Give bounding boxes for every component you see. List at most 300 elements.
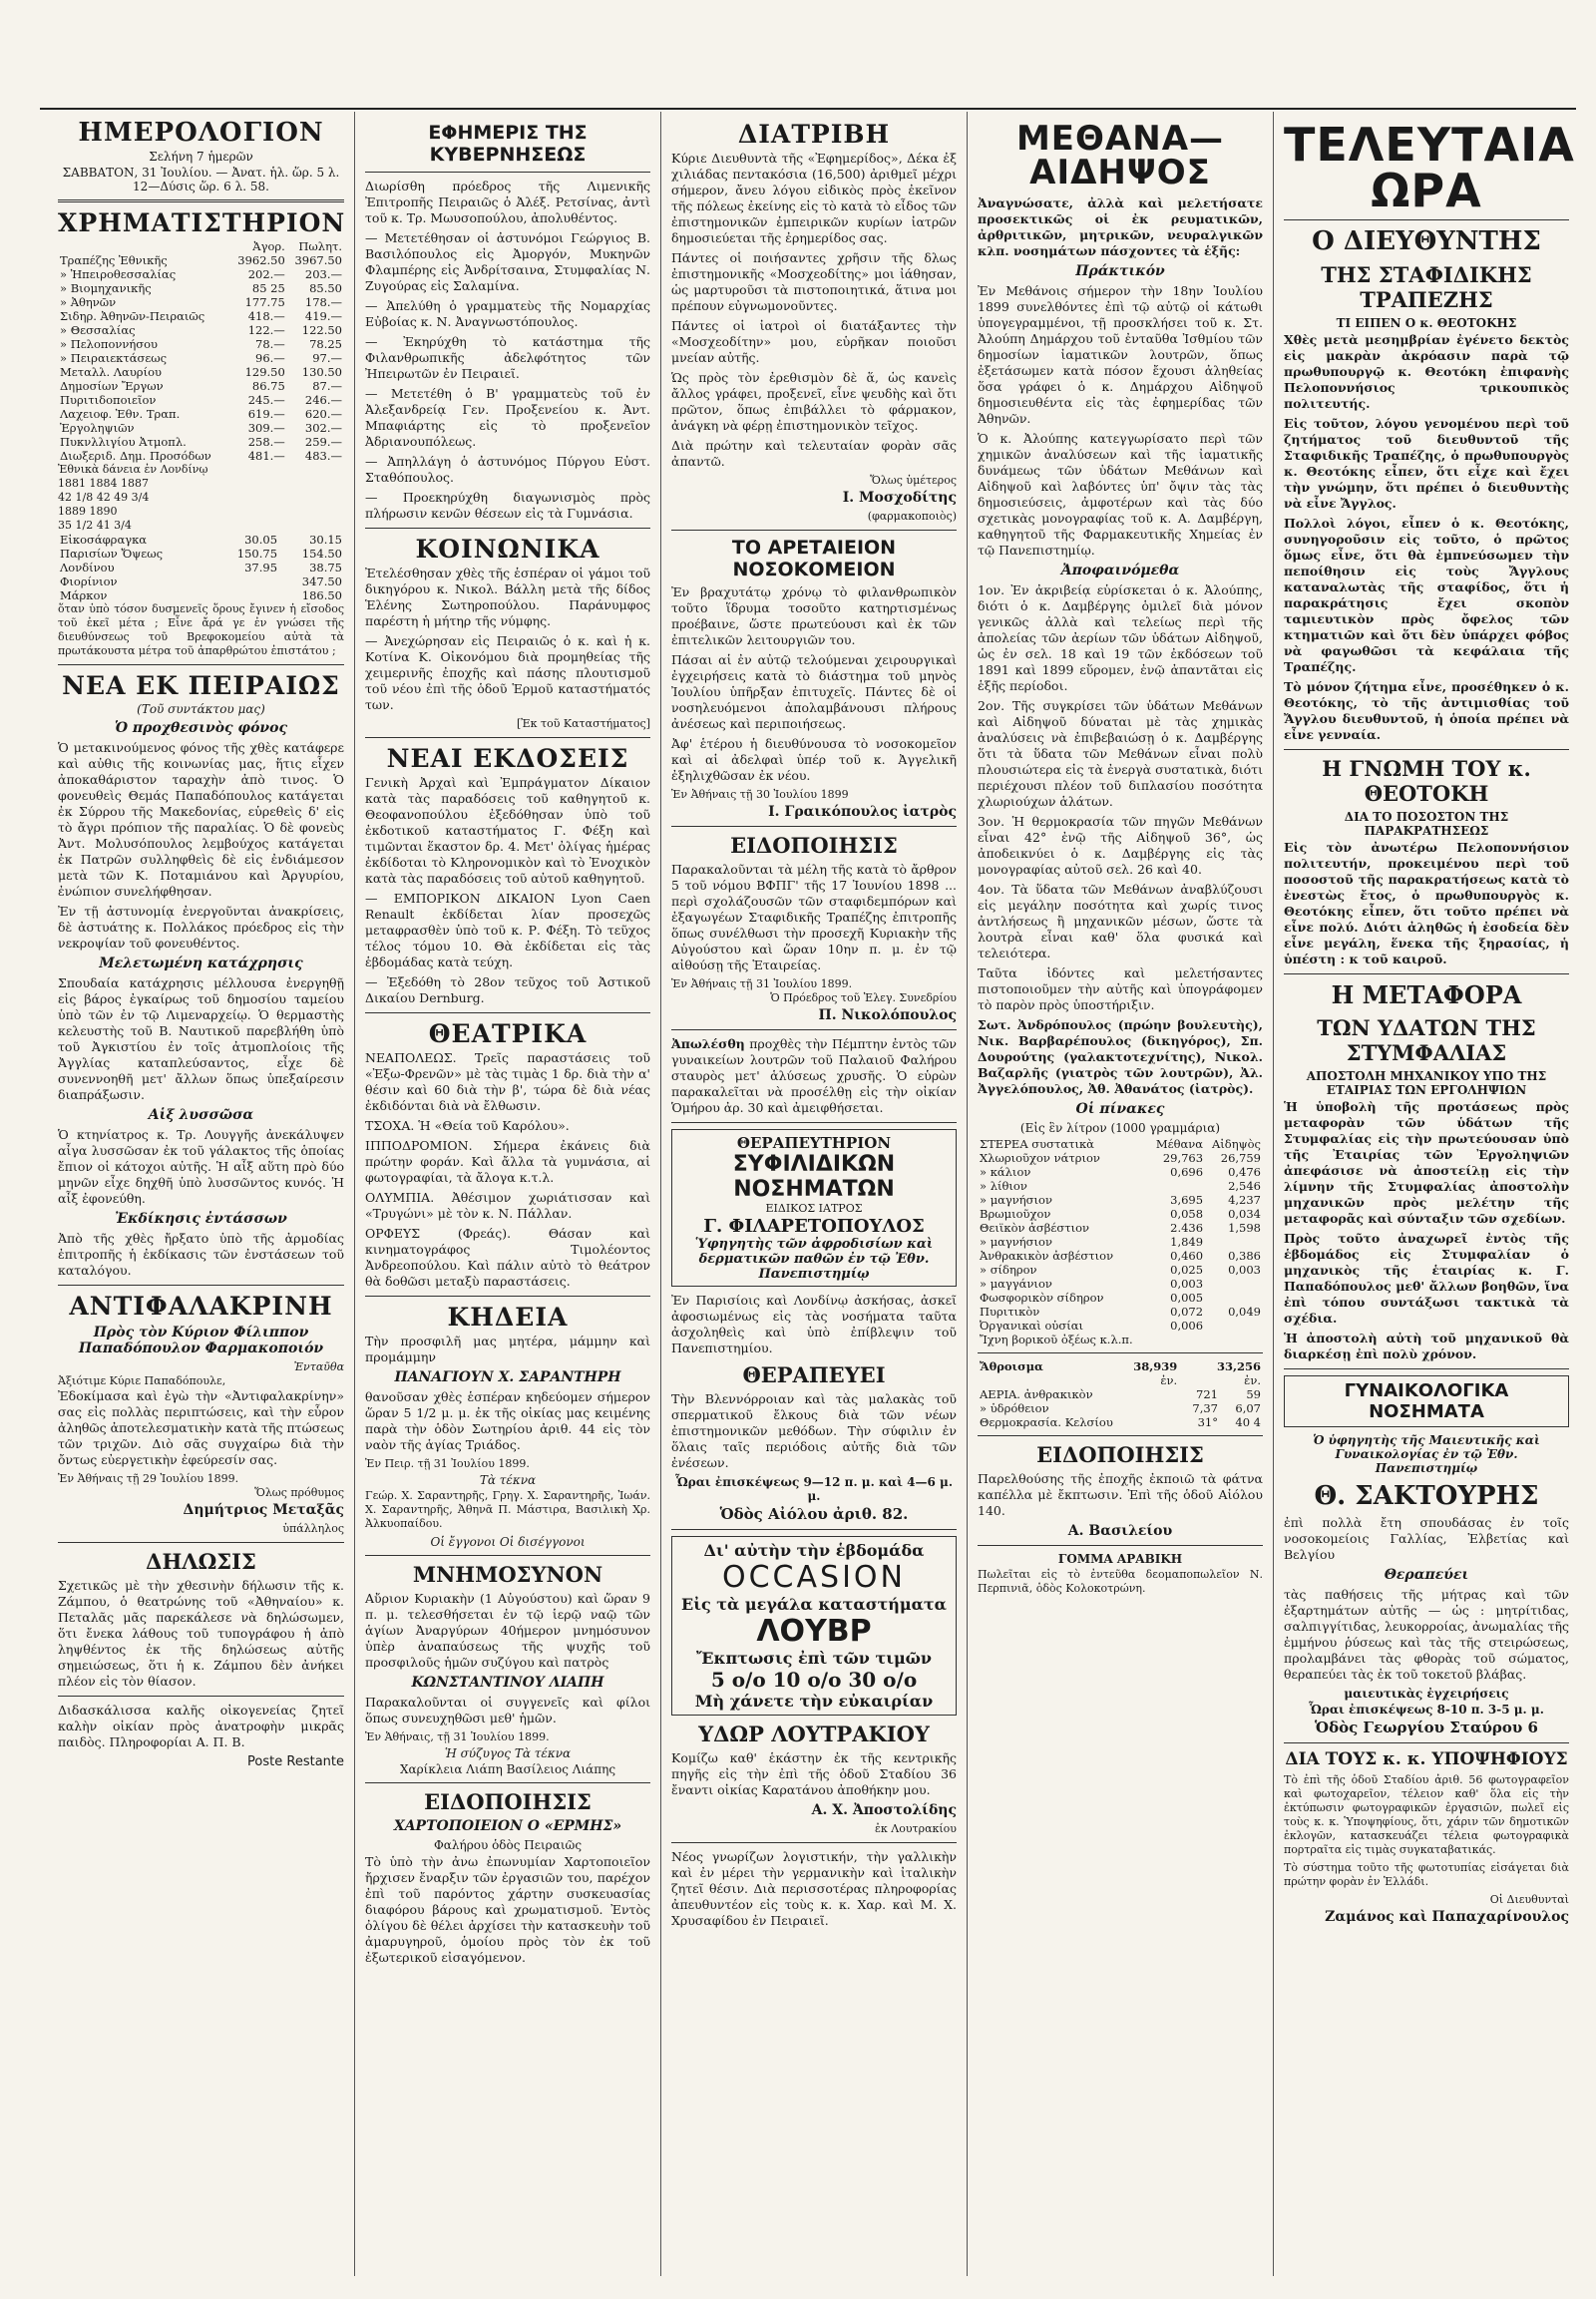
mineral-row-value: 0,386 <box>1228 1249 1261 1263</box>
mineral-row-value <box>1149 1179 1205 1193</box>
mineral-row-value <box>1205 1319 1263 1333</box>
gazette-item: — Προεκηρύχθη διαγωνισμὸς πρὸς πλήρωσιν κενῶν θέσεων εἰς τὰ Γυμνάσια. <box>365 490 650 521</box>
notice-president: Ὁ Πρόεδρος τοῦ Ἐλεγ. Συνεδρίου <box>770 991 957 1004</box>
finding-item: 2ον. Τῆς συγκρίσει τῶν ὑδάτων Μεθάνων καὶ Αἰδηψοῦ δύναται μὲ τὰς χημικὰς ἀναλύσεις νὰ ἐπιβεβαιώσῃ ὁ κ. Δαμβέργης ὅτι τὰ ὕδατα τῶν Μεθάνων εἶναι πολὺ πλουσιώτερα εἰς τὰ ἐνεργὰ συστατικὰ, διότι περιέχουσι πλέον τοῦ διπλασίου ποσότητα χλωριούχων ἁλάτων. <box>978 698 1263 809</box>
lead-text-3: Πολλοὶ λόγοι, εἶπεν ὁ κ. Θεοτόκης, συνηγοροῦσιν εἰς τοῦτο, ὁ πρῶτος ὅμως εἶνε, ὅτι θὰ ἐμπνεύσωμεν τὴν πεποίθησιν εἰς τοὺς Ἄγγλους καταναλωτὰς τῆς σταφίδος, ὅτι ἡ παρακράτησις ἔχει σκοπὸν ταμιευτικὸν πρὸς ὄφελος τῶν κτηματιῶν καὶ ὅτι δὲν ὑπάρχει φόβος νὰ φαγωθῶσι τὰ κεφάλαια τῆς Τραπέζης. <box>1284 516 1569 674</box>
exchange-row <box>58 449 344 463</box>
last-hour-banner: ΤΕΛΕΥΤΑΙΑ ΩΡΑ <box>1284 118 1575 217</box>
embezzlement-text: Σπουδαία κατάχρησις μέλλουσα ἐνεργηθῇ εἰς βάρος ἐγκαίρως τοῦ δημοσίου ταμείου ὑπὸ τῶν ἐν τῷ Λιμεναρχείῳ. Ὁ θερμαστὴς κελευστὴς τοῦ Β. Ναυτικοῦ παρεβλήθη ὑπὸ τοῦ Ἀγκιστίου ἐν τοῖς ἀτμοπλοίοις τῆς Ἀγγλίας καταπλεύσαντος, εἶχε δὲ συνεννοηθῆ μετ' ἄλλων ὅπως ὑπεξαίρεσιν διαπράξωσιν. <box>58 975 344 1102</box>
fx-row-value: 347.50 <box>301 575 342 588</box>
finding-item: 3ον. Ἡ θερμοκρασία τῶν πηγῶν Μεθάνων εἶναι 42° ἐνῷ τῆς Αἰδηψοῦ 36°, ὡς ἀποδεικνύει ὁ κ. Δαμβέργης εἰς τὰς μονογραφίας αὐτοῦ σελ. 26 καὶ 40. <box>978 814 1263 877</box>
exchange-row-label: Σιδηρ. Ἀθηνῶν-Πειραιῶς <box>60 309 205 323</box>
notice-title: ΕΙΔΟΠΟΙΗΣΙΣ <box>730 833 898 858</box>
exchange-row-value: 418.— <box>247 309 285 323</box>
theatre-text: ΝΕΑΠΟΛΕΩΣ. Τρεῖς παραστάσεις τοῦ «Ἐξω-Φρενῶν» μὲ τὰς τιμὰς 1 δρ. διὰ τὴν α' θέσιν καὶ 60 διὰ τὴν β', τώρα δὲ διὰ νέας ἐκδιδόνται διὰ νὰ ἔλθωσιν. <box>365 1050 650 1113</box>
mineral-row-value: 3,695 <box>1170 1193 1204 1207</box>
embezzlement-heading: Μελετωμένη κατάχρησις <box>99 956 303 971</box>
tables-title: Οἱ πίνακες <box>1075 1101 1165 1117</box>
gas-row-value: 6,07 <box>1235 1401 1261 1415</box>
mineral-table <box>978 1137 1263 1346</box>
books-text-2: — ΕΜΠΟΡΙΚΟΝ ΔΙΚΑΙΟΝ Lyon Caen Renault ἐκδίδεται λίαν προσεχῶς μεταφρασθὲν ὑπὸ τοῦ κ. Ρ. Φέξη. Τὸ τεῦχος τέλος τόμου 10. Θὰ ἐκδίδεται εἰς τὰς ἑβδομάδας κατὰ τεύχη. <box>365 891 650 969</box>
fx-row-label: Φιορίνιον <box>60 575 118 588</box>
mineral-row <box>978 1291 1263 1305</box>
funeral-text: Τὴν προσφιλῆ μας μητέρα, μάμμην καὶ προμάμμην <box>365 1334 650 1364</box>
occasion-discount: Ἔκπτωσις ἐπὶ τῶν τιμῶν <box>695 1649 933 1668</box>
exchange-row-value: 203.— <box>304 267 342 281</box>
murder-heading: Ὁ προχθεσινὸς φόνος <box>114 720 288 736</box>
transfer-text: Ἡ ὑποβολὴ τῆς προτάσεως πρὸς μεταφορὰν τῶν ὑδάτων τῆς Στυμφαλίας εἰς τὴν πρωτεύουσαν ὑπὸ τῆς Ἐταιρίας τῶν Ἐργοληψιῶν ἀπεφάσισε νὰ ἀποστείλῃ εἰς τὴν λίμνην τῆς Στυμφαλίας ἀποστολὴν μηχανικῶν πρὸς μελέτην τῆς μεταφορᾶς καὶ σύνταξιν τῶν σχεδίων. <box>1284 1099 1569 1226</box>
gas-row-value: 7,37 <box>1192 1401 1218 1415</box>
gazette-item: — Μετετέθησαν οἱ ἀστυνόμοι Γεώργιος Β. Βασιλόπουλος εἰς Ἀμοργόν, Μυκηνῶν Φλαμπέρης εἰς Ἀνδρίτσαινα, Στυμφαλίας Ν. Ζυγούρας εἰς Σαλαμίνα. <box>365 230 650 293</box>
gazette-text: Διωρίσθη πρόεδρος τῆς Λιμενικῆς Ἐπιτροπῆς Πειραιῶς ὁ Ἀλέξ. Ρετσίνας, ἀντὶ τοῦ κ. Τρ. Μωυσοπούλου, ἀπολυθέντος. <box>365 179 650 225</box>
mineral-row-value: 4,237 <box>1228 1193 1261 1207</box>
fx-table <box>58 533 344 602</box>
memorial-family: Ἡ σύζυγος Τὰ τέκνα <box>444 1746 572 1760</box>
mineral-row <box>978 1207 1263 1221</box>
exchange-row-label: Τραπέζης Ἐθνικῆς <box>60 253 168 267</box>
exchange-row-value: 3967.50 <box>294 253 342 267</box>
mineral-row-label: Φωσφορικὸν σίδηρον <box>980 1291 1104 1305</box>
occasion-title: OCCASION <box>722 1560 906 1595</box>
mineral-row-value: 0,476 <box>1228 1165 1261 1179</box>
findings-title: Ἀποφαινόμεθα <box>1060 563 1180 578</box>
exchange-row <box>58 393 344 407</box>
mineral-row-label: » μαγνήσιον <box>980 1193 1052 1207</box>
candidates-title: ΔΙΑ ΤΟΥΣ κ. κ. ΥΠΟΨΗΦΙΟΥΣ <box>1285 1749 1568 1769</box>
transfer-title-2: ΤΩΝ ΥΔΑΤΩΝ ΤΗΣ ΣΤΥΜΦΑΛΙΑΣ <box>1317 1015 1536 1065</box>
divider <box>365 172 650 173</box>
divider <box>365 1555 650 1556</box>
exchange-row-value: 483.— <box>304 449 342 463</box>
gas-row-label: Θερμοκρασία. Κελσίου <box>980 1415 1113 1429</box>
gyn-address: Ὁδὸς Γεωργίου Σταύρου 6 <box>1315 1719 1538 1736</box>
rabies-heading: Αἱξ λυσσῶσα <box>148 1107 254 1123</box>
exchange-row-label: Διωξεριδ. Δημ. Προσόδων <box>60 449 211 463</box>
exchange-row-label: Δημοσίων Ἔργων <box>60 379 164 393</box>
divider <box>671 530 957 531</box>
mineral-row-value <box>1205 1291 1263 1305</box>
divider <box>58 664 344 665</box>
mineral-row-value: 26,759 <box>1220 1151 1261 1165</box>
social-title: ΚΟΙΝΩΝΙΚΑ <box>415 535 600 564</box>
almanac-title: ΗΜΕΡΟΛΟΓΙΟΝ <box>78 118 324 148</box>
mineral-row-label: Χλωριοῦχον νάτριον <box>980 1151 1100 1165</box>
funeral-relatives: Οἱ ἔγγονοι Οἱ δισέγγονοι <box>430 1535 586 1549</box>
divider <box>1284 1742 1569 1743</box>
objections-text: Ἀπὸ τῆς χθὲς ἤρξατο ὑπὸ τῆς ἀρμοδίας ἐπιτροπῆς ἡ ἐκδίκασις τῶν ἐνστάσεων τοῦ καταλόγου. <box>58 1231 344 1278</box>
mineral-row <box>978 1333 1263 1346</box>
exchange-row-label: Μεταλλ. Λαυρίου <box>60 365 162 379</box>
exchange-row-label: Πυκνλλιγίου Ἀτμοπλ. <box>60 435 187 449</box>
theatre-item: ΟΡΦΕΥΣ (Φρεάς). Θάσαν καὶ κινηματογράφος Τιμολέοντος Ἀνδρεοπούλου. Καὶ πάλιν αὐτὸ τὸ θεάτρον θὰ δοθῶσι μεταξὺ παραστάσεις. <box>365 1226 650 1289</box>
divider <box>365 1296 650 1297</box>
divider <box>671 826 957 827</box>
aretaieion-date: Ἐν Ἀθήναις τῇ 30 Ἰουλίου 1899 <box>671 788 849 801</box>
gazette-item: — Μετετέθη ὁ Β' γραμματεὺς τοῦ ἐν Ἀλεξανδρείᾳ Γεν. Προξενείου κ. Ἀντ. Μπαφιάρτης εἰς τὸ προξενεῖον Ἀδριανουπόλεως. <box>365 386 650 449</box>
mineral-row-value: 0,058 <box>1170 1207 1204 1221</box>
transfer-title: Η ΜΕΤΑΦΟΡΑ <box>1331 980 1522 1009</box>
funeral-name: ΠΑΝΑΓΙΟΥΝ Χ. ΣΑΡΑΝΤΗΡΗ <box>394 1369 621 1385</box>
divider <box>671 1842 957 1843</box>
exchange-row-value: 245.— <box>247 393 285 407</box>
lead-text: Χθὲς μετὰ μεσημβρίαν ἐγένετο δεκτὸς εἰς μακρὰν ἀκρόασιν παρὰ τῷ πρωθυπουργῷ κ. Θεοτόκη ἐπιφανὴς Πελοποννήσιος τρικουπικὸς πολιτευτής. <box>1284 332 1569 411</box>
mineral-row-value: 2.436 <box>1170 1221 1204 1235</box>
diatribi-text-3: Πάντες οἱ ἰατροὶ οἱ διατάξαντες τὴν «Μοσχεοδίτην» μου, εὑρῆκαν ποιοῦσι μνείαν αὐτῆς. <box>671 318 957 365</box>
divider <box>58 1542 344 1543</box>
exchange-row-value: 87.— <box>312 379 342 393</box>
mineral-header: ΣΤΕΡΕΑ συστατικὰ <box>980 1137 1094 1151</box>
declaration-title: ΔΗΛΩΣΙΣ <box>146 1549 256 1574</box>
teacher-ad: Διδασκάλισσα καλῆς οἰκογενείας ζητεῖ καλὴν οἰκίαν πρὸς ἀνατροφὴν μικρᾶς παιδὸς. Πληροφορίαι Α. Π. Β. <box>58 1703 344 1749</box>
mineral-row-value <box>1205 1333 1263 1346</box>
mineral-row-value <box>1205 1235 1263 1249</box>
funeral-children: Γεώρ. Χ. Σαραντηρῆς, Γρηγ. Χ. Σαραντηρῆς, Ἰωάν. Χ. Σαραντηρῆς, Ἀθηνᾶ Π. Μάστιρα, Βασιλικὴ Χρ. Ἀλκυοπαίδου. <box>365 1489 650 1530</box>
mineral-row-label: » μαγνήσιον <box>980 1235 1052 1249</box>
aretaieion-title: ΤΟ ΑΡΕΤΑΙΕΙΟΝ ΝΟΣΟΚΟΜΕΙΟΝ <box>731 537 897 580</box>
divider <box>58 199 344 202</box>
exchange-row-value: 177.75 <box>244 295 285 309</box>
piraeus-subtitle: (Τοῦ συντάκτου μας) <box>137 702 265 716</box>
gyn-hours: Ὧραι ἐπισκέψεως 8-10 π. 3-5 μ. μ. <box>1309 1703 1544 1717</box>
mineral-row <box>978 1319 1263 1333</box>
exchange-row-label: » Πειραιεκτάσεως <box>60 351 168 365</box>
exchange-row <box>58 407 344 421</box>
mineral-row <box>978 1151 1263 1165</box>
mineral-row <box>978 1263 1263 1277</box>
exchange-row-value: 85.50 <box>309 281 342 295</box>
antifa-regards: Ὅλως πρόθυμος <box>254 1486 344 1499</box>
tables-subtitle: (Εἰς ἓν λίτρον (1000 γραμμάρια) <box>1019 1121 1221 1135</box>
divider <box>978 1545 1263 1546</box>
column-1 <box>48 112 354 2276</box>
exchange-row <box>58 421 344 435</box>
exchange-row <box>58 281 344 295</box>
therapy-text: Τὴν Βλεννόρροιαν καὶ τὰς μαλακὰς τοῦ σπερματικοῦ ἔλκους διὰ τῶν νέων ἐπιστημονικῶν μεθόδων. Τὴν σύφιλιν ἐν ὅλαις ταῖς περιόδοις αὐτῆς διὰ τῶν ἐνέσεων. <box>671 1391 957 1470</box>
divider <box>671 1122 957 1123</box>
almanac-moon: Σελήνη 7 ἡμερῶν <box>149 150 253 164</box>
mineral-row <box>978 1235 1263 1249</box>
candidates-text: Τὸ ἐπὶ τῆς ὁδοῦ Σταδίου ἀριθ. 56 φωτογραφεῖον καὶ φωτοχαρεῖον, τέλειον καθ' ὅλα εἰς τὴν ἐκτύπωσιν φωτογραφικῶν ἐργασιῶν, πωλεῖ εἰς τοὺς κ. κ. Ὑποψηφίους, ὅτι, χάριν τῶν δημοτικῶν ἐκλογῶν, κατασκευάζει τέλεια φωτογραφικὰ πορτραῖτα εἰς τιμὰς συγκαταβατικάς. <box>1284 1773 1569 1856</box>
clinic-desc: Ὑφηγητὴς τῶν ἀφροδισίων καὶ δερματικῶν παθῶν ἐν τῷ Ἐθν. Πανεπιστημίῳ <box>694 1237 934 1282</box>
gas-header <box>978 1373 1095 1387</box>
notice-date: Ἐν Ἀθήναις τῇ 31 Ἰουλίου 1899. <box>671 977 853 990</box>
social-source: [Ἐκ τοῦ Καταστήματος] <box>516 717 650 730</box>
exchange-row-value: 620.— <box>304 407 342 421</box>
clinic-sub: ΕΙΔΙΚΟΣ ΙΑΤΡΟΣ <box>765 1202 863 1215</box>
clinic-title: ΣΥΦΙΛΙΔΙΚΩΝ ΝΟΣΗΜΑΤΩΝ <box>732 1152 896 1202</box>
finding-item: 1ον. Ἐν ἀκριβείᾳ εὑρίσκεται ὁ κ. Ἀλούπης, διότι ὁ κ. Δαμβέργης ὁμιλεῖ διὰ μόνον γενικῶς ἀλλὰ καὶ τελείως περὶ τῆς ἀπολείας τῶν ἀερίων τῶν ὑδάτων Αἰδηψοῦ, ὡς ἐν σελ. 18 καὶ 19 τῶν ἐκδόσεων τοῦ 1891 καὶ 1899 εὕρομεν, ἐνῷ ἀπαντᾶται εἰς ἑξῆς περίοδοι. <box>978 582 1263 693</box>
fx-row <box>58 547 344 561</box>
fx-row-label: Λονδίνου <box>60 561 115 575</box>
exchange-row <box>58 295 344 309</box>
mineral-row-value: 0,006 <box>1170 1319 1204 1333</box>
gyn-therapy-heading: Θεραπεύει <box>1384 1567 1469 1583</box>
exchange-header: Πωλητ. <box>298 239 342 253</box>
lead-text-4: Τὸ μόνον ζήτημα εἶνε, προσέθηκεν ὁ κ. Θεοτόκης, τὸ τῆς ἀντιμισθίας τοῦ Ἄγγλου διευθυντοῦ, ἡ ὁποία πρέπει νὰ εἶνε γενναία. <box>1284 679 1569 742</box>
divider <box>671 1529 957 1530</box>
exchange-row <box>58 309 344 323</box>
exchange-row-label: » Ἀθηνῶν <box>60 295 117 309</box>
exchange-row-value: 3962.50 <box>237 253 285 267</box>
job-ad: Νέος γνωρίζων λογιστικήν, τὴν γαλλικὴν καὶ ἐν μέρει τὴν γερμανικὴν καὶ ἰταλικὴν ζητεῖ θέσιν. Διὰ περισσοτέρας πληροφορίας ἀπευθυντέον εἰς τοὺς κ. κ. Χαρ. καὶ Μ. Χ. Χρυσαφίδου ἐν Πειραιεῖ. <box>671 1849 957 1928</box>
diatribi-title: ΔΙΑΤΡΙΒΗ <box>737 120 891 149</box>
aretaieion-signature: Ι. Γραικόπουλος ἰατρὸς <box>768 804 957 820</box>
books-text: Γενικὴ Ἀρχαὶ καὶ Ἐμπράγματον Δίκαιον κατὰ τὰς παραδόσεις τοῦ καθηγητοῦ κ. Θεοφανοπούλου ἐξεδόθησαν ὑπὸ τοῦ ἐκδοτικοῦ καταστήματος Γ. Φέξη καὶ τιμῶνται ἕκαστον δρ. 4. Μετ' ὀλίγας ἡμέρας ἐκδίδοται τὸ Κληρονομικὸν καὶ τὸ Ἐνοχικὸν κατὰ τὰς παραδόσεις τοῦ αὐτοῦ καθηγητοῦ. <box>365 775 650 886</box>
exchange-row-value: 258.— <box>247 435 285 449</box>
mineral-row-label: Ἴχνη βορικοῦ ὀξέως κ.λ.π. <box>980 1333 1133 1346</box>
gyn-doctor: Θ. ΣΑΚΤΟΥΡΗΣ <box>1314 1481 1539 1511</box>
lead-subtitle: ΤΙ ΕΙΠΕΝ Ο κ. ΘΕΟΤΟΚΗΣ <box>1336 316 1517 330</box>
mineral-row <box>978 1277 1263 1291</box>
sum-aidipsos: 33,256 <box>1216 1359 1261 1373</box>
column-3 <box>660 112 967 2276</box>
objections-heading: Ἐκδίκησις ἐντάσσων <box>115 1211 287 1227</box>
fx-row <box>58 533 344 547</box>
gas-row <box>978 1415 1263 1429</box>
mineral-row-value: 0,034 <box>1228 1207 1261 1221</box>
exchange-row-value: 302.— <box>304 421 342 435</box>
gazette-title: ΕΦΗΜΕΡΙΣ ΤΗΣ ΚΥΒΕΡΝΗΣΕΩΣ <box>428 122 588 166</box>
antifa-place: Ἐνταῦθα <box>293 1360 344 1373</box>
divider <box>365 1782 650 1783</box>
masthead-rule <box>40 108 1576 110</box>
memorial-names: Χαρίκλεια Λιάπη Βασίλειος Λιάπης <box>399 1762 616 1776</box>
murder-text: Ὁ μετακινούμενος φόνος τῆς χθὲς κατάφερε καὶ αὐθις τῆς κοινωνίας μας, ἥτις εἶχεν ἀποκαθάριστον ταραχὴν ἀπὸ τινος. Ὁ φονευθεὶς Θεμάς Παπαδόπουλος κατάγεται ἐκ Σύρρου τῆς Μακεδονίας, εὑρεθεὶς δ' εἰς τὸ ἄγρι πρόπιον τῆς παραλίας. Ὁ δὲ φονεὺς Ἀντ. Μολυσόπουλος λεμβούχος κατάγεται ἐκ Πατρῶν συλληφθεὶς δὲ εἰς ἐνδιάμεσον μετὰ τῶν Κ. Ποταμιάνου καὶ Ἀργυρίου, ἐνώπιον συνελήφθησαν. <box>58 740 344 899</box>
exchange-row-label: Ἐργοληψιῶν <box>60 421 135 435</box>
memorial-title: ΜΝΗΜΟΣΥΝΟΝ <box>412 1562 603 1587</box>
gyn-therapy-text: τὰς παθήσεις τῆς μήτρας καὶ τῶν ἐξαρτημάτων αὐτῆς — ὡς : μητρίτιδας, σαλπιγγίτιδας, λευκορροίας, ἀνωμαλίας τῆς ἐμμήνου ῥύσεως καὶ τὰς τῆς στειρώσεως, προλαμβάνει τὰς φθορὰς τοῦ σώματος, θεραπεύει τὰς ἐκ τοῦ τοκετοῦ βλάβας. <box>1284 1587 1569 1682</box>
fx-row <box>58 575 344 588</box>
gas-header: ἐν. <box>1244 1373 1261 1387</box>
exchange-note: ὅταν ὑπὸ τόσον δυσμενεῖς ὅρους ἔγινεν ἡ εἴσοδος τοῦ ἐκεῖ μέτα ; Εἶνε ἄρά γε ἐν γνώσει τῆς διευθύνσεως τοῦ Βρεφοκομείου αὐτὰ τὰ πρωτάκουστα μέτρα τοῦ ἀπαρθρώτου ἐπιστάτου ; <box>58 602 344 657</box>
books-title: ΝΕΑΙ ΕΚΔΟΣΕΙΣ <box>386 744 629 773</box>
gazette-item: — Ἀπελύθη ὁ γραμματεὺς τῆς Νομαρχίας Εὐβοίας κ. Ν. Ἀναγνωστόπουλος. <box>365 298 650 329</box>
declaration-text: Σχετικῶς μὲ τὴν χθεσινὴν δήλωσιν τῆς κ. Ζάμπου, ὁ θεατρώνης τοῦ «Ἀθηναίου» κ. Πεταλᾶς μᾶς παρεκάλεσε νὰ δηλώσωμεν, ὅτι ἔνεκα λάθους τοῦ τυπογράφου ἡ ἀπὸ ληψθέντος ἐκ τῆς δηλώσεως αὐτῆς σημειώσεως, ὅτι ἡ κ. Ζάμπου δὲν ἀνήκει πλέον εἰς τὸν θίασον. <box>58 1578 344 1689</box>
gyn-title: ΓΥΝΑΙΚΟΛΟΓΙΚΑ ΝΟΣΗΜΑΤΑ <box>1344 1380 1509 1422</box>
diatribi-text: Κύριε Διευθυντὰ τῆς «Ἐφημερίδος», Δέκα ἐξ χιλιάδας πεντακόσια (16,500) ἀριθμεῖ μέχρι σήμερον, ἄνευ λόγου εἰδικὸς πρὸς ἐκεῖνον τῆς πόλεως ἐκείνης εἰς τὸ κατὰ τὸ εἶδος τῶν ἐπιστημονικῶν ἐμπειρικῶν κυρίων ἰατρῶν δημοσιεύεται τῆς ἐρημερίδος σας. <box>671 151 957 245</box>
exchange-row <box>58 351 344 365</box>
mineral-header: Μέθανα <box>1155 1137 1204 1151</box>
column-2 <box>354 112 660 2276</box>
exchange-row-label: » Βιομηχανικῆς <box>60 281 152 295</box>
mineral-header: Αἰδηψὸς <box>1211 1137 1261 1151</box>
notice-text: Παρακαλοῦνται τὰ μέλη τῆς κατὰ τὸ ἄρθρον 5 τοῦ νόμου ΒΦΠΓ' τῆς 17 Ἰουνίου 1898 ... περὶ σχολάζουσῶν τῶν σταφιδεμπόρων καὶ ἐξαγωγέων Σταφιδικῆς Τραπέζης ἐπιτροπῆς ὅπως συνέλθωσι τὴν προσεχῆ Κυριακὴν τῆς Αὐγούστου καὶ ὥραν 10ην π. μ. ἐν τῷ αἰθούσῃ τῆς Ἑταιρείας. <box>671 862 957 972</box>
exchange-row-label: Πυριτιδοποιεῖον <box>60 393 157 407</box>
theatre-item: ΟΛΥΜΠΙΑ. Ἀθέσιμον χωριάτισσαν καὶ «Τρυγώνι» μὲ τὸν κ. Ν. Πάλλαν. <box>365 1190 650 1221</box>
gyn-ad <box>1284 1375 1569 1427</box>
gum-text: Πωλεῖται εἰς τὸ ἐντεῦθα δεομαποπωλεῖον Ν. Περπινιᾶ, ὁδὸς Κολοκοτρώνη. <box>978 1568 1263 1595</box>
fx-row-value: 186.50 <box>301 588 342 602</box>
exchange-row <box>58 267 344 281</box>
mineral-row-value <box>1205 1277 1263 1291</box>
sum-label: Ἄθροισμα <box>980 1359 1043 1373</box>
mineral-row-label: » μαγγάνιον <box>980 1277 1052 1291</box>
divider <box>58 1285 344 1286</box>
mineral-row-value: 29,763 <box>1162 1151 1204 1165</box>
divider <box>1284 749 1569 750</box>
almanac-date: ΣΑΒΒΑΤΟΝ, 31 Ἰουλίου. — Ἀνατ. ἡλ. ὥρ. 5 λ. 12—Δύσις ὥρ. 6 λ. 58. <box>62 166 340 193</box>
fx-row <box>58 588 344 602</box>
mineral-row <box>978 1193 1263 1207</box>
aretaieion-text-2: Πάσαι αἱ ἐν αὐτῷ τελούμεναι χειρουργικαὶ ἐγχειρήσεις κατὰ τὸ διάστημα τοῦ μηνὸς Ἰουλίου ὑπῆρξαν ἐπιτυχεῖς. Πάντες δὲ οἱ νοσηλευόμενοι ἀπολαμβάνουσι πλήρους ἀνέσεως καὶ περιποιήσεως. <box>671 652 957 731</box>
mineral-row <box>978 1221 1263 1235</box>
mineral-row-value: 0,049 <box>1228 1305 1261 1319</box>
theatre-title: ΘΕΑΤΡΙΚΑ <box>428 1019 588 1048</box>
exchange-row-value: 86.75 <box>251 379 285 393</box>
exchange-row <box>58 337 344 351</box>
divider <box>671 1029 957 1030</box>
gas-header: ἐν. <box>1160 1373 1178 1387</box>
clinic-text: Ἐν Παρισίοις καὶ Λονδίνῳ ἀσκήσας, ἀσκεῖ ἀφοσιωμένως εἰς τὰς νοσήματα ταῦτα ἀσχοληθεὶς καὶ ὑπὸ ἐπίβλεψιν τοῦ Πανεπιστημίου. <box>671 1293 957 1355</box>
methana-title: ΜΕΘΑΝΑ—ΑΙΔΗΨΟΣ <box>1015 119 1225 192</box>
mineral-row <box>978 1179 1263 1193</box>
paper-mill-title: ΧΑΡΤΟΠΟΙΕΙΟΝ Ο «ΕΡΜΗΣ» <box>393 1818 622 1834</box>
opinion-text: Εἰς τὸν ἀνωτέρω Πελοποννήσιον πολιτευτήν, προκειμένου περὶ τοῦ ποσοστοῦ τῆς παρακρατήσεως κατὰ τὸ ἐνεστὼς ἔτος, ὁ πρωθυπουργὸς κ. Θεοτόκης εἶπεν, ὅτι τοῦτο πρέπει νὰ εἶνε πολύ. Διότι ἀληθῶς ἡ ἐσοδεία δὲν εἶνε μεγάλη, ἕνεκα τῆς ξηρασίας, ἡ ὑπέστη : κ τοῦ καιροῦ. <box>1284 840 1569 966</box>
diatribi-regards: Ὅλως ὑμέτερος <box>870 474 957 487</box>
exchange-row-value: 97.— <box>312 351 342 365</box>
aretaieion-text-3: Ἀφ' ἑτέρου ἡ διευθύνουσα τὸ νοσοκομεῖον καὶ αἱ ἀδελφαὶ ὑπέρ τοῦ κ. Ἀγγελικῆ ἐξηλιχθῶσαν ἐκ νέου. <box>671 736 957 783</box>
exchange-row <box>58 379 344 393</box>
divider <box>978 1435 1263 1436</box>
gum-title: ΓΟΜΜΑ ΑΡΑΒΙΚΗ <box>1057 1552 1183 1566</box>
loans-values-1: 42 1/8 42 49 3/4 <box>58 491 150 504</box>
exchange-row-value: 619.— <box>247 407 285 421</box>
divider <box>1284 219 1569 220</box>
newspaper-page <box>48 112 1579 2276</box>
exchange-row-value: 309.— <box>247 421 285 435</box>
mineral-row-label: » σίδηρον <box>980 1263 1037 1277</box>
therapy-hours: Ὧραι ἐπισκέψεως 9—12 π. μ. καὶ 4—6 μ. μ. <box>675 1475 953 1503</box>
exchange-row-value: 122.50 <box>301 323 342 337</box>
mineral-row-label: Ὀργανικαὶ οὐσίαι <box>980 1319 1083 1333</box>
mineral-row <box>978 1165 1263 1179</box>
occasion-sub: Εἰς τὰ μεγάλα καταστήματα <box>681 1595 947 1614</box>
aretaieion-text: Ἐν βραχυτάτῳ χρόνῳ τὸ φιλανθρωπικὸν τοῦτο ἵδρυμα τοσοῦτο κατηρτισμένως προέβαινε, ὥστε πρωτεύουσι καὶ ἐκ τῶν ἐπιτελικῶν λειτουργιῶν του. <box>671 584 957 647</box>
mineral-row-value: 0,696 <box>1170 1165 1204 1179</box>
clinic-doctor: Γ. ΦΙΛΑΡΕΤΟΠΟΥΛΟΣ <box>703 1216 925 1237</box>
hats-notice-signature: Α. Βασιλείου <box>1067 1523 1173 1539</box>
notice-signature: Π. Νικολόπουλος <box>818 1007 957 1023</box>
loss-heading: Ἀπωλέσθη <box>671 1036 745 1051</box>
divider <box>978 1352 1263 1353</box>
exchange-row-value: 481.— <box>247 449 285 463</box>
occasion-ad <box>671 1536 957 1716</box>
social-text-2: — Ἀνεχώρησαν εἰς Πειραιῶς ὁ κ. καὶ ἡ κ. Κοτίνα Κ. Οἰκονόμου διὰ προμηθείας τῆς χειμερινῆς ἐποχῆς καὶ πάσης πλουτισμοῦ τοῦ νέου ἐπὶ τῆς ὁδοῦ Ἑρμοῦ καταστήματός των. <box>365 633 650 712</box>
divider <box>365 528 650 529</box>
loans-label: Ἐθνικὰ δάνεια ἐν Λονδίνῳ <box>58 463 208 476</box>
antifa-addressee: Πρὸς τὸν Κύριον Φίλιππον Παπαδόπουλον Φαρμακοποιόν <box>78 1325 324 1356</box>
theatre-item: ΤΣΟΧΑ. Ἡ «Θεία τοῦ Καρόλου». <box>365 1118 570 1133</box>
divider <box>58 1696 344 1697</box>
funeral-children-label: Τὰ τέκνα <box>479 1473 537 1487</box>
exchange-row-value: 259.— <box>304 435 342 449</box>
occasion-percents: 5 ο/ο 10 ο/ο 30 ο/ο <box>710 1668 918 1692</box>
transfer-text-2: Πρὸς τοῦτο ἀναχωρεῖ ἐντὸς τῆς ἑβδομάδος εἰς Στυμφαλίαν ὁ μηχανικὸς τῆς ἑταιρίας κ. Γ. Παπαδόπουλος μεθ' ἄλλων βοηθῶν, ἵνα ἐπὶ τόπου συντάξωσι τακτικὰ τὰ σχέδια. <box>1284 1231 1569 1326</box>
exchange-row-value: 419.— <box>304 309 342 323</box>
gas-row <box>978 1387 1263 1401</box>
gas-row <box>978 1401 1263 1415</box>
candidates-text-2: Τὸ σύστημα τοῦτο τῆς φωτοτυπίας εἰσάγεται διὰ πρώτην φορὰν ἐν Ἑλλάδι. <box>1284 1861 1569 1888</box>
column-4 <box>967 112 1273 2276</box>
rabies-text: Ὁ κτηνίατρος κ. Τρ. Λουγγῆς ἀνεκάλυψεν αἶγα λυσσῶσαν ἐκ τοῦ γάλακτος τῆς ὁποίας ἔπιον οἱ κάτοχοι αὐτῆς. Ἡ αἶξ αὕτη πρὸ δύο μηνῶν εἶχε δηχθῆ ὑπὸ λυσσῶντος κυνός. Ἡ αἶξ ἐφονεύθη. <box>58 1127 344 1206</box>
exchange-title: ΧΡΗΜΑΤΙΣΤΗΡΙΟΝ <box>58 208 346 237</box>
exchange-row-value: 78.— <box>255 337 285 351</box>
fx-row-value <box>214 588 279 602</box>
exchange-row <box>58 435 344 449</box>
antifa-title: ΑΝΤΙΦΑΛΑΚΡΙΝΗ <box>69 1292 333 1321</box>
mineral-row <box>978 1305 1263 1319</box>
funeral-text-2: θανοῦσαν χθὲς ἑσπέραν κηδεύομεν σήμερον ὥραν 5 1/2 μ. μ. ἐκ τῆς οἰκίας μας κειμένης παρὰ τὴν ὁδὸν Σωτηρίου ἀριθ. 44 εἰς τὸν ναὸν τῆς ἁγίας Τριάδος. <box>365 1389 650 1452</box>
diatribi-signature-role: (φαρμακοποιὸς) <box>867 510 957 523</box>
funeral-date: Ἐν Πειρ. τῇ 31 Ἰουλίου 1899. <box>365 1457 530 1470</box>
facts-text: Ἐν Μεθάνοις σήμερον τὴν 18ην Ἰουλίου 1899 συνελθόντες ἐπὶ τῷ αὐτῷ οἱ κάτωθι ὑπογεγραμμένοι, τῇ προσκλήσει τοῦ κ. Στ. Ἀλούπη Δημάρχου τοῦ ἐνταῦθα Ἰσθμίου τῶν δημοσίων ἰαματικῶν λουτρῶν, ὅπως ἐξετάσωμεν κατὰ πόσον ἔχουσι ἀληθείας ὅσα γράφει ὁ κ. Δημάρχου Αἰδηψοῦ δημοσιευθέντα εἰς τὰς ἐφημερίδας τῶν Ἀθηνῶν. <box>978 283 1263 426</box>
mineral-row-value: 1,598 <box>1228 1221 1261 1235</box>
social-text: Ἐτελέσθησαν χθὲς τῆς ἑσπέραν οἱ γάμοι τοῦ δικηγόρου κ. Νικολ. Βάλλη μετὰ τῆς δίδος Ἑλένης Σωτηροπούλου. Παράνυμφος παρέστη ἡ μήτηρ τῆς νύμφης. <box>365 566 650 628</box>
exchange-header <box>58 239 230 253</box>
sum-methana: 38,939 <box>1133 1359 1178 1373</box>
mineral-row-value: 0,025 <box>1170 1263 1204 1277</box>
exchange-row-value: 78.25 <box>309 337 342 351</box>
exchange-row-label: » Πελοποννήσου <box>60 337 159 351</box>
occasion-lead: Δι' αὐτὴν τὴν ἑβδομάδα <box>703 1541 925 1560</box>
gyn-subtitle: Ὁ ὑφηγητὴς τῆς Μαιευτικῆς καὶ Γυναικολογίας ἐν τῷ Ἐθν. Πανεπιστημίῳ <box>1313 1433 1540 1475</box>
gas-row-value: 40 4 <box>1235 1415 1261 1429</box>
loans-years-2: 1889 1890 <box>58 505 118 518</box>
mineral-row-value <box>1149 1333 1205 1346</box>
exchange-row-value: 202.— <box>247 267 285 281</box>
paper-notice-title: ΕΙΔΟΠΟΙΗΣΙΣ <box>424 1789 592 1814</box>
fx-row-label: Εἰκοσάφραγκα <box>60 533 148 547</box>
occasion-cta: Μὴ χάνετε τὴν εὐκαιρίαν <box>694 1692 934 1711</box>
diatribi-text-5: Διὰ πρώτην καὶ τελευταίαν φορὰν σᾶς ἀπαντῶ. <box>671 438 957 469</box>
loss-text: προχθὲς τὴν Πέμπτην ἐντὸς τῶν γυναικείων λουτρῶν τοῦ Παλαιοῦ Φαλήρου σταυρὸς μετ' ἁλύσεως χρυσῆς. Ὁ εὑρὼν παρακαλεῖται νὰ προσέλθῃ εἰς τὴν οἰκίαν Ὁμήρου ἀρ. 30 καὶ ἀμειφθήσεται. <box>671 1036 957 1115</box>
gas-row-label: ΑΕΡΙΑ. ἀνθρακικὸν <box>980 1387 1093 1401</box>
findings-text: Ταῦτα ἰδόντες καὶ μελετήσαντες πιστοποιοῦμεν τὴν αὐτῆς καὶ ὑπογράφομεν τὸ παρὸν πρὸς ὑποστήριξιν. <box>978 965 1263 1012</box>
memorial-text: Αὔριον Κυριακὴν (1 Αὐγούστου) καὶ ὥραν 9 π. μ. τελεσθήσεται ἐν τῷ ἱερῷ ναῷ τῶν ἁγίων Ἀναργύρων 40ήμερον μνημόσυνον ὑπὲρ ἀναπαύσεως τῆς ψυχῆς τοῦ προσφιλοῦς ἡμῶν συζύγου καὶ πατρὸς <box>365 1591 650 1670</box>
mineral-row-value: 0,072 <box>1170 1305 1204 1319</box>
lead-title-2: ΤΗΣ ΣΤΑΦΙΔΙΚΗΣ ΤΡΑΠΕΖΗΣ <box>1321 262 1532 312</box>
divider <box>1284 973 1569 974</box>
lead-title: Ο ΔΙΕΥΘΥΝΤΗΣ <box>1312 226 1541 256</box>
exchange-row-value: 130.50 <box>301 365 342 379</box>
mineral-row-label: Ἀνθρακικὸν ἀσβέστιον <box>980 1249 1114 1263</box>
finding-item: 4ον. Τὰ ὕδατα τῶν Μεθάνων ἀναβλύζουσι εἰς μεγάλην ποσότητα καὶ χωρίς τινος ἀντλήσεως ἢ μηχανικῶν μέσων, ὥστε τὰ λουτρὰ εἶναι καθ' ὅλα φυσικά καὶ τελειότερα. <box>978 882 1263 960</box>
water-text: Κομίζω καθ' ἑκάστην ἐκ τῆς κεντρικῆς πηγῆς εἰς τὴν ἐπὶ τῆς ὁδοῦ Σταδίου 36 ἔναντι οἰκίας Καρατάνου ἀποθήκην μου. <box>671 1750 957 1797</box>
diatribi-text-4: Ὡς πρὸς τὸν ἐρεθισμὸν δὲ ἅ, ὡς κανεὶς ἄλλος γράφει, προξενεῖ, εἶνε ψευδὴς καὶ ὅτι πρῶτον, ὅπως ἐπιβάλλει τὸ φάρμακον, ἀνάγκη νὰ φέρῃ ἐπιστημονικὸν τεῖχος. <box>671 370 957 433</box>
funeral-title: ΚΗΔΕΙΑ <box>447 1303 569 1332</box>
gyn-text: ἐπὶ πολλὰ ἔτη σπουδάσας ἐν τοῖς νοσοκομείοις Γαλλίας, Ἑλβετίας καὶ Βελγίου <box>1284 1515 1569 1562</box>
divider <box>1284 1368 1569 1369</box>
divider <box>365 737 650 738</box>
fx-row-value: 30.05 <box>244 533 278 547</box>
exchange-row-label: » Ἠπειροθεσσαλίας <box>60 267 177 281</box>
therapy-heading: ΘΕΡΑΠΕΥΕΙ <box>742 1362 886 1387</box>
fx-row-value: 38.75 <box>309 561 342 575</box>
fx-row-value <box>214 575 279 588</box>
hats-notice-text: Παρελθούσης τῆς ἐποχῆς ἐκποιῶ τὰ φάτνα καπέλλα μὲ ἔκπτωσιν. Ἐπὶ τῆς ὁδοῦ Αἰόλου 140. <box>978 1471 1263 1518</box>
mineral-row-value: 0,003 <box>1170 1277 1204 1291</box>
facts-title: Πράκτικόν <box>1075 263 1165 279</box>
column-5 <box>1273 112 1579 2276</box>
memorial-text-2: Παρακαλοῦνται οἱ συγγενεῖς καὶ φίλοι ὅπως συνευχηθῶσι μεθ' ἡμῶν. <box>365 1695 650 1725</box>
hats-notice-title: ΕΙΔΟΠΟΙΗΣΙΣ <box>1036 1442 1204 1467</box>
memorial-date: Ἐν Ἀθήναις, τῇ 31 Ἰουλίου 1899. <box>365 1730 550 1743</box>
antifa-signature: Δημήτριος Μεταξᾶς <box>183 1502 344 1518</box>
gyn-surgery: μαιευτικὰς ἐγχειρήσεις <box>1344 1687 1509 1701</box>
piraeus-title: ΝΕΑ ΕΚ ΠΕΙΡΑΙΩΣ <box>62 671 340 700</box>
divider <box>365 1012 650 1013</box>
exchange-row <box>58 253 344 267</box>
